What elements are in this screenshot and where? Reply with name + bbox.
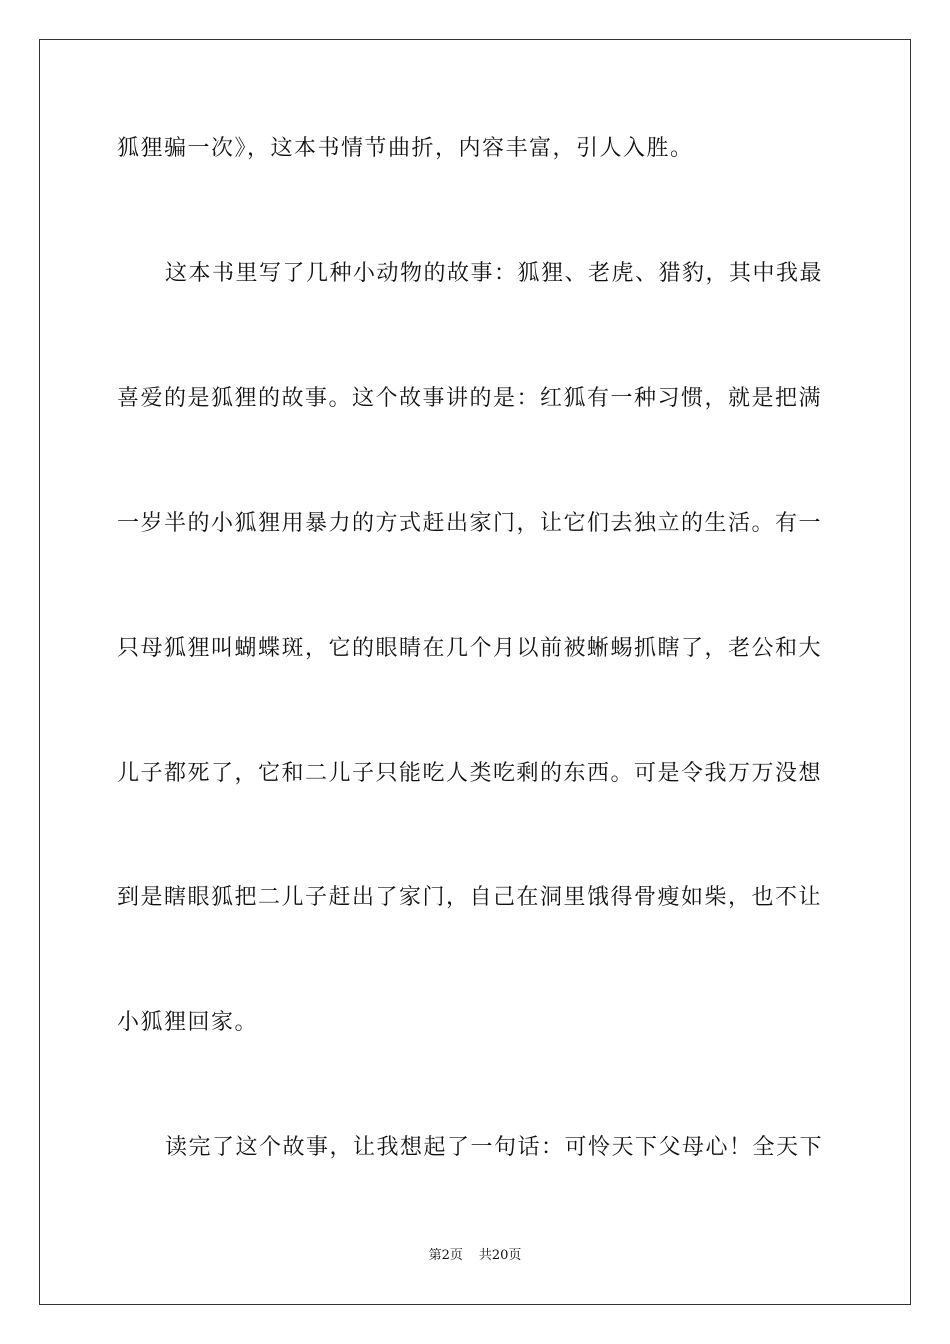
text-line-5: 只母狐狸叫蝴蝶斑，它的眼睛在几个月以前被蜥蜴抓瞎了，老公和大 [117,636,823,661]
page-number: 第2页 [428,1248,463,1263]
text-line-3: 喜爱的是狐狸的故事。这个故事讲的是：红狐有一种习惯，就是把满 [117,386,823,411]
text-line-4: 一岁半的小狐狸用暴力的方式赶出家门，让它们去独立的生活。有一 [117,511,823,536]
text-line-6: 儿子都死了，它和二儿子只能吃人类吃剩的东西。可是令我万万没想 [117,761,823,786]
text-line-7: 到是瞎眼狐把二儿子赶出了家门，自己在洞里饿得骨瘦如柴，也不让 [117,885,823,910]
page-footer [0,1247,950,1265]
text-line-8: 小狐狸回家。 [117,1010,259,1035]
text-line-9: 读完了这个故事，让我想起了一句话：可怜天下父母心！全天下 [165,1135,824,1160]
text-line-2: 这本书里写了几种小动物的故事：狐狸、老虎、猎豹，其中我最 [165,261,824,286]
text-line-1: 狐狸骗一次》，这本书情节曲折，内容丰富，引人入胜。 [117,136,694,161]
page-border [39,39,911,1305]
total-pages: 共20页 [478,1248,522,1263]
